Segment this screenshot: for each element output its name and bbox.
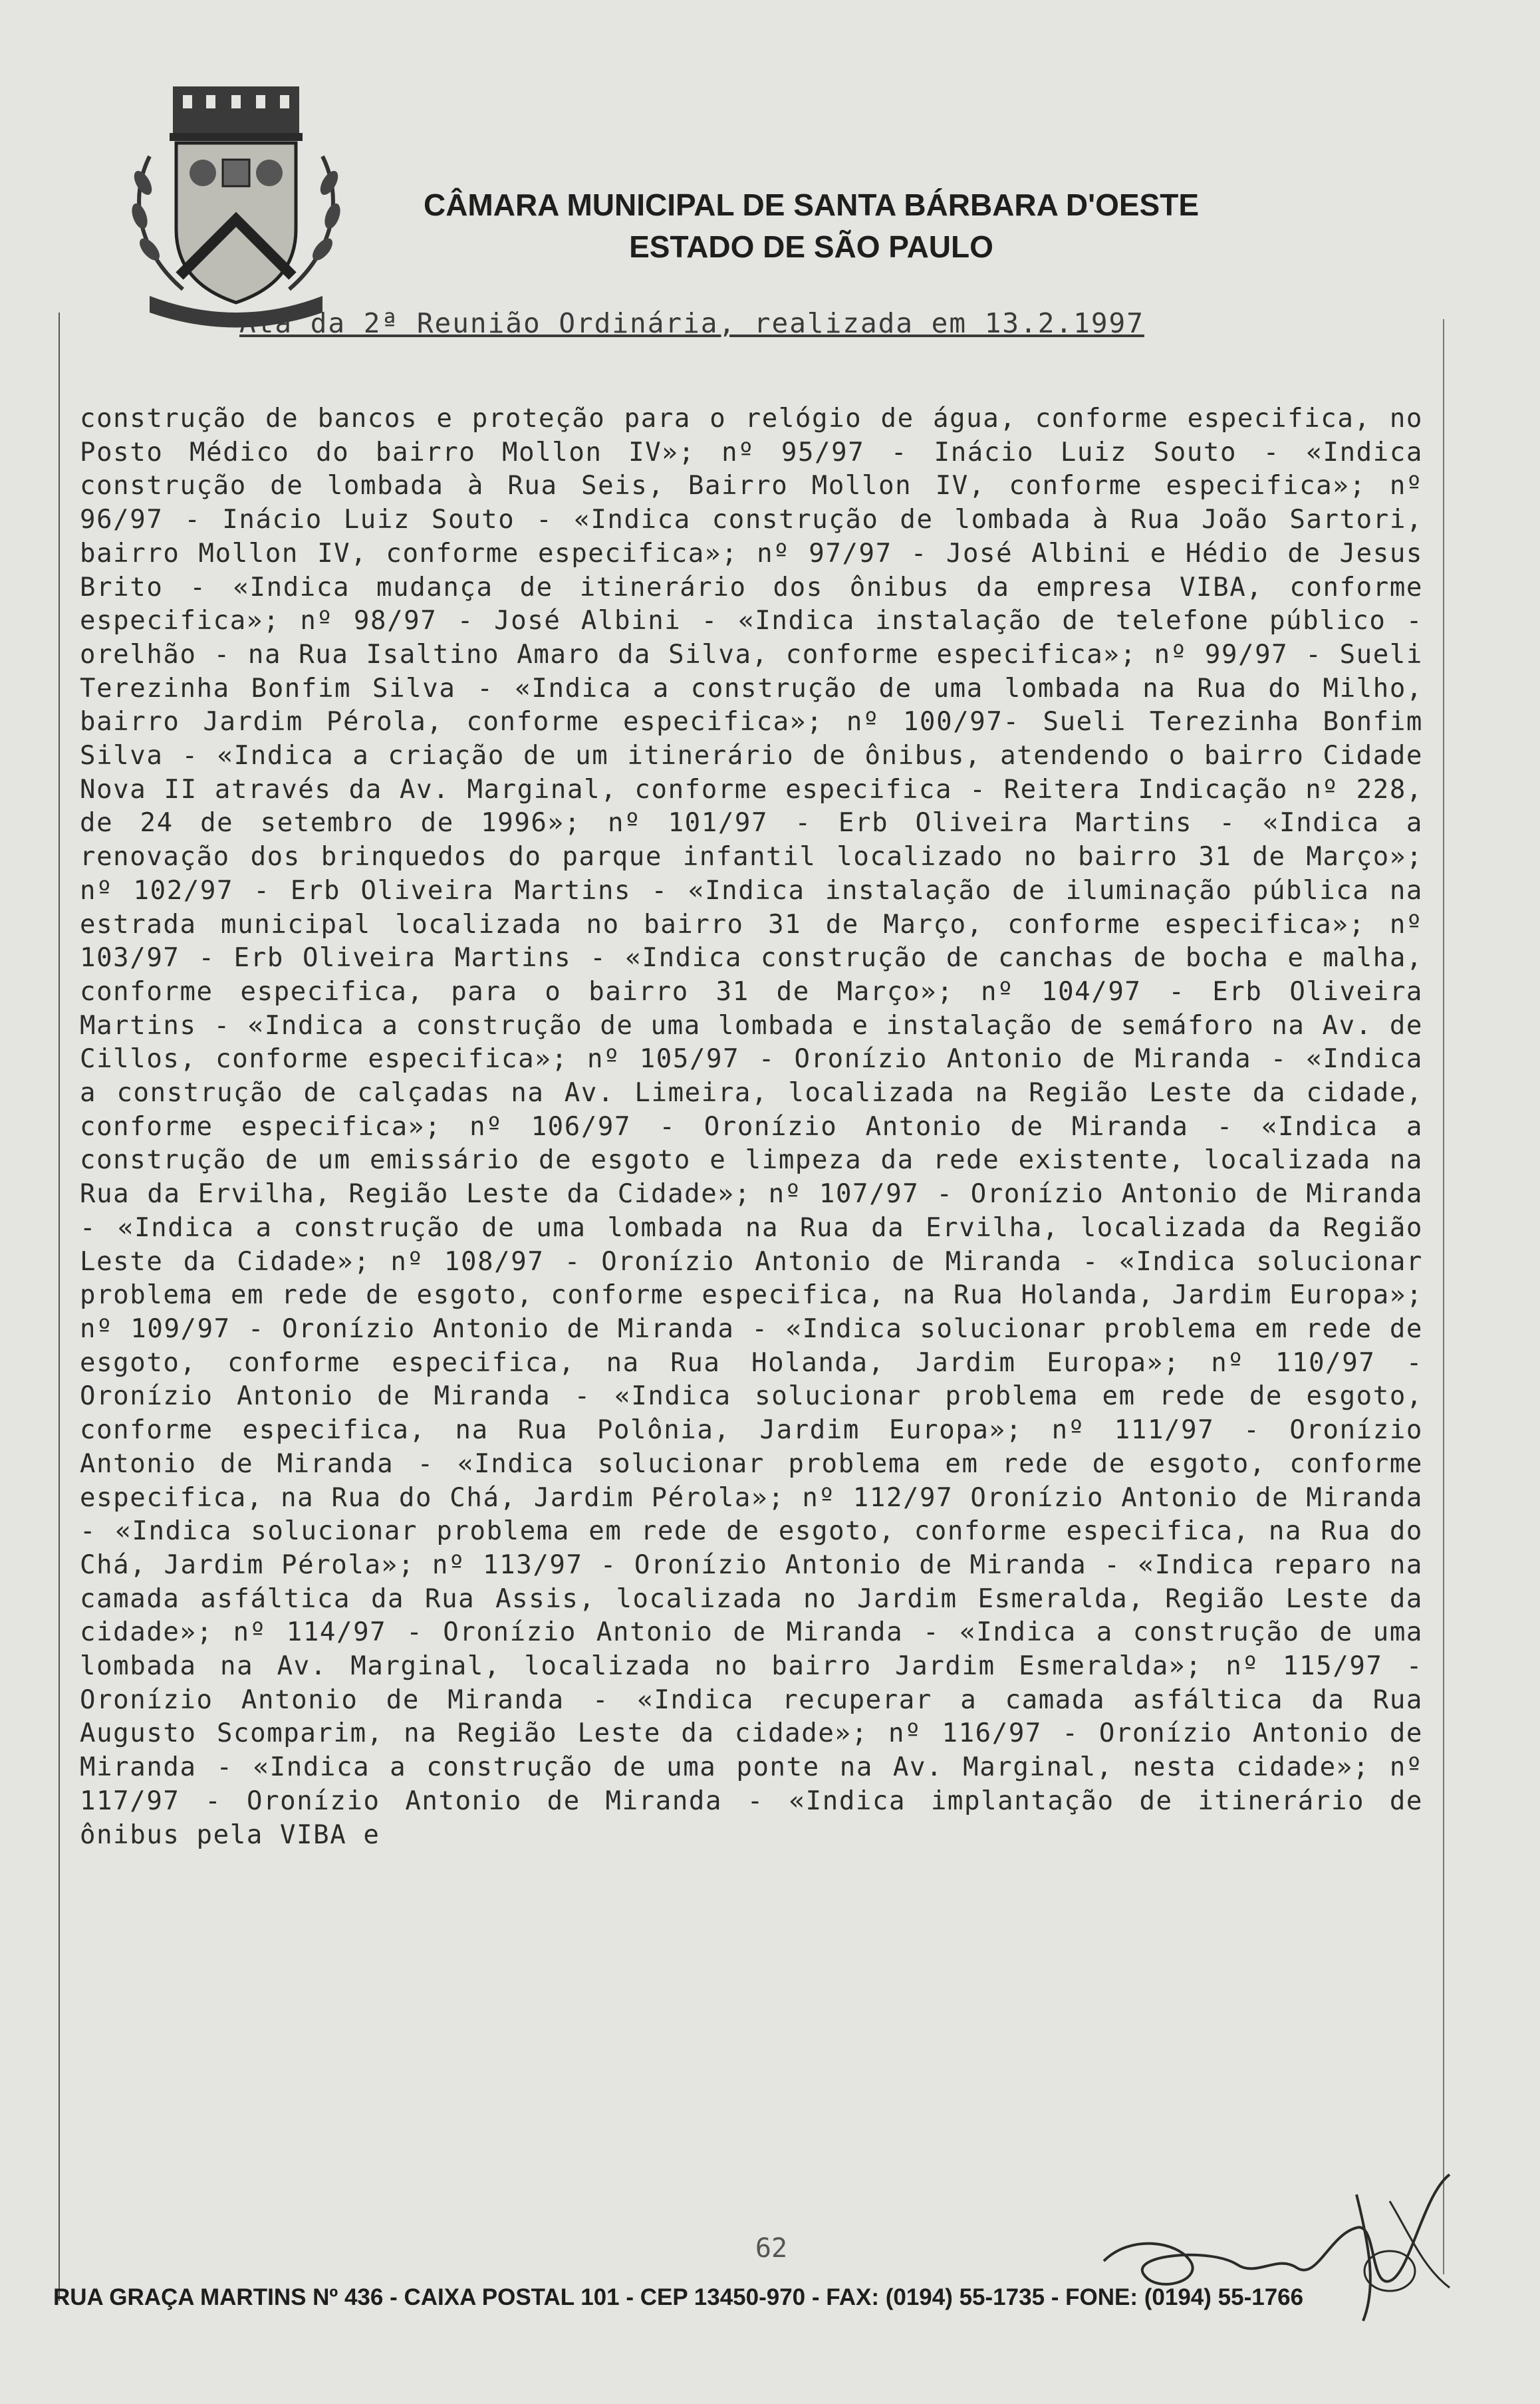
footer-address: RUA GRAÇA MARTINS Nº 436 - CAIXA POSTAL 101 - CEP 13450-970 - FAX: (0194) 55-1735 - FONE: (0194) 55-1766 [53,2284,1304,2310]
state-name: ESTADO DE SÃO PAULO [629,229,993,264]
minutes-body-text: construção de bancos e proteção para o relógio de água, conforme especifica, no Posto Médico do bairro Mollon IV»; nº 95/97 - Inácio Luiz Souto - «Indica construção de lombada à Rua Seis, Bairro Mollon IV, conforme especifica»; nº 96/97 - Inácio Luiz Souto - «Indica construção de lombada à Rua João Sartori, bairro Mollon IV, conforme especifica»; nº 97/97 - José Albini e Hédio de Jesus Brito - «Indica mudança de itinerário dos ônibus da empresa VIBA, conforme especifica»; nº 98/97 - José Albini - «Indica instalação de telefone público - orelhão - na Rua Isaltino Amaro da Silva, conforme especifica»; nº 99/97 - Sueli Terezinha Bonfim Silva - «Indica a construção de uma lombada na Rua do Milho, bairro Jardim Pérola, conforme especifica»; nº 100/97- Sueli Terezinha Bonfim Silva - «Indica a criação de um itinerário de ônibus, atendendo o bairro Cidade Nova II através da Av. Marginal, conforme especifica - Reitera Indicação nº 228, de 24 de setembro de 1996»; nº 101/97 - Erb Oliveira Martins - «Indica a renovação dos brinquedos do parque infantil localizado no bairro 31 de Março»; nº 102/97 - Erb Oliveira Martins - «Indica instalação de iluminação pública na estrada municipal localizada no bairro 31 de Março, conforme especifica»; nº 103/97 - Erb Oliveira Martins - «Indica construção de canchas de bocha e malha, conforme especifica, para o bairro 31 de Março»; nº 104/97 - Erb Oliveira Martins - «Indica a construção de uma lombada e instalação de semáforo na Av. de Cillos, conforme especifica»; nº 105/97 - Oronízio Antonio de Miranda - «Indica a construção de calçadas na Av. Limeira, localizada na Região Leste da cidade, conforme especifica»; nº 106/97 - Oronízio Antonio de Miranda - «Indica a construção de um emissário de esgoto e limpeza da rede existente, localizada na Rua da Ervilha, Região Leste da Cidade»; nº 107/97 - Oronízio Antonio de Miranda - «Indica a construção de uma lombada na Rua da Ervilha, localizada da Região Leste da Cidade»; nº 108/97 - Oronízio Antonio de Miranda - «Indica solucionar problema em rede de esgoto, conforme especifica, na Rua Holanda, Jardim Europa»; nº 109/97 - Oronízio Antonio de Miranda - «Indica solucionar problema em rede de esgoto, conforme especifica, na Rua Holanda, Jardim Europa»; nº 110/97 - Oronízio Antonio de Miranda - «Indica solucionar problema em rede de esgoto, conforme especifica, na Rua Polônia, Jardim Europa»; nº 111/97 - Oronízio Antonio de Miranda - «Indica solucionar problema em rede de esgoto, conforme especifica, na Rua do Chá, Jardim Pérola»; nº 112/97 Oronízio Antonio de Miranda - «Indica solucionar problema em rede de esgoto, conforme especifica, na Rua do Chá, Jardim Pérola»; nº 113/97 - Oronízio Antonio de Miranda - «Indica reparo na camada asfáltica da Rua Assis, localizada no Jardim Esmeralda, Região Leste da cidade»; nº 114/97 - Oronízio Antonio de Miranda - «Indica a construção de uma lombada na Av. Marginal, localizada no bairro Jardim Esmeralda»; nº 115/97 - Oronízio Antonio de Miranda - «Indica recuperar a camada asfáltica da Rua Augusto Scomparim, na Região Leste da cidade»; nº 116/97 - Oronízio Antonio de Miranda - «Indica a construção de uma ponte na Av. Marginal, nesta cidade»; nº 117/97 - Oronízio Antonio de Miranda - «Indica implantação de itinerário de ônibus pela VIBA e [80,404,1423,1850]
left-margin-line [59,313,60,2301]
institution-name: CÂMARA MUNICIPAL DE SANTA BÁRBARA D'OESTE [423,188,1200,222]
minutes-title: Ata da 2ª Reunião Ordinária, realizada em 13.2.1997 [239,307,1144,339]
right-margin-line [1443,319,1444,2274]
page-number: 62 [755,2233,788,2264]
